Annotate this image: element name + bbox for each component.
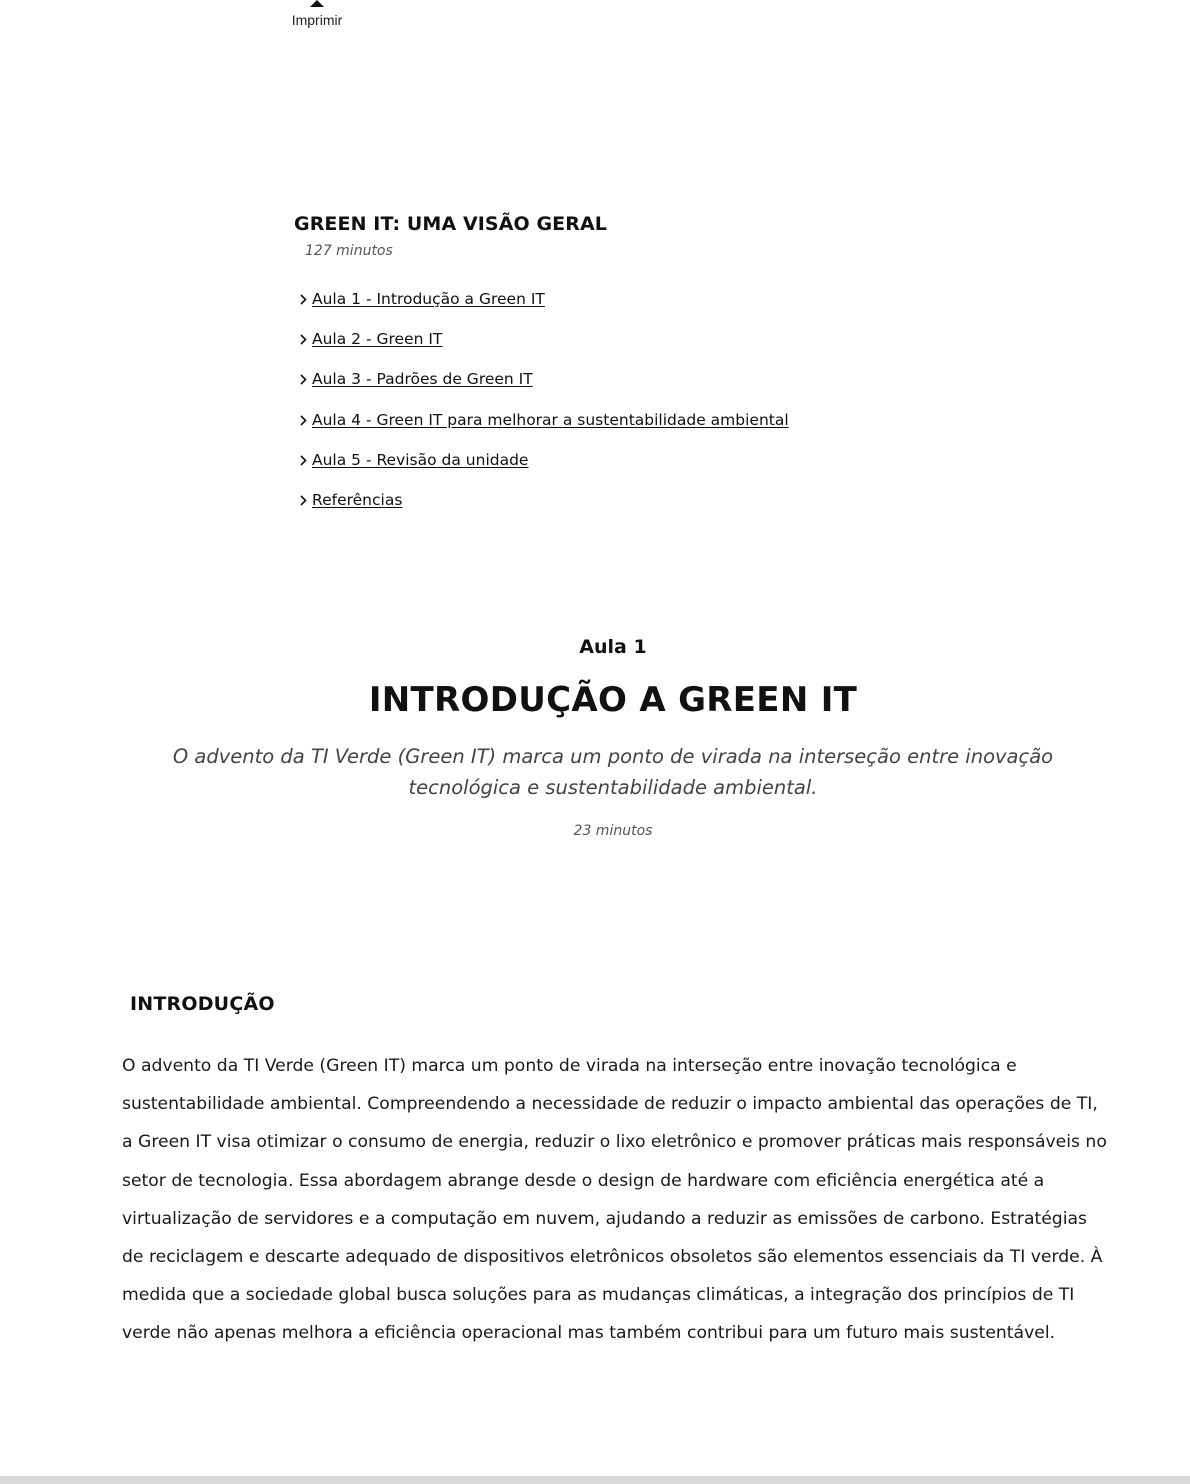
lesson-nav-item — [297, 489, 789, 529]
lesson-link-referencias[interactable]: Referências — [312, 490, 403, 509]
lesson-nav-item — [297, 368, 789, 408]
lesson-subtitle: O advento da TI Verde (Green IT) marca um ponto de virada na interseção entre inovação tecnológica e sustentabilidade ambiental. — [172, 745, 1054, 799]
print-button-label: Imprimir — [291, 12, 343, 28]
lesson-link-aula-2[interactable]: Aula 2 - Green IT — [312, 330, 443, 349]
chevron-right-icon — [297, 489, 312, 511]
section-heading: INTRODUÇÃO — [130, 993, 275, 1015]
chevron-right-icon — [297, 328, 312, 350]
lesson-link-aula-3[interactable]: Aula 3 - Padrões de Green IT — [312, 370, 533, 389]
chevron-right-icon — [297, 288, 312, 310]
lesson-duration: 23 minutos — [573, 823, 653, 839]
lesson-nav-item — [297, 449, 789, 489]
lesson-kicker: Aula 1 — [579, 636, 647, 658]
lesson-nav-item — [297, 328, 789, 368]
lesson-nav — [297, 288, 789, 529]
lesson-link-aula-5[interactable]: Aula 5 - Revisão da unidade — [312, 450, 529, 469]
unit-title: GREEN IT: UMA VISÃO GERAL — [294, 213, 608, 235]
lesson-link-aula-4[interactable]: Aula 4 - Green IT para melhorar a sustentabilidade ambiental — [312, 410, 789, 429]
print-button[interactable] — [286, 0, 348, 30]
lesson-title: INTRODUÇÃO A GREEN IT — [368, 680, 858, 720]
chevron-right-icon — [297, 449, 312, 471]
lesson-nav-item — [297, 409, 789, 449]
chevron-right-icon — [297, 409, 312, 431]
lesson-link-aula-1[interactable]: Aula 1 - Introdução a Green IT — [312, 290, 545, 308]
bottom-divider — [0, 1476, 1190, 1484]
section-body: O advento da TI Verde (Green IT) marca um ponto de virada na interseção entre inovação tecnológica e sustentabilidade ambiental. Compreendendo a necessidade de reduzir o impacto ambiental das operações de TI, a Green IT visa otimizar o consumo de energia, reduzir o lixo eletrônico e promover práticas mais responsáveis no setor de tecnologia. Essa abordagem abrange desde o design de hardware com eficiência energética até a virtualização de servidores e a computação em nuvem, ajudando a reduzir as emissões de carbono. Estratégias de reciclagem e descarte adequado de dispositivos eletrônicos obsoletos são elementos essenciais da TI verde. À medida que a sociedade global busca soluções para as mudanças climáticas, a integração dos princípios de TI verde não apenas melhora a eficiência operacional mas também contribui para um futuro mais sustentável. — [122, 1056, 1107, 1344]
unit-duration: 127 minutos — [305, 243, 393, 259]
chevron-right-icon — [297, 368, 312, 390]
lesson-nav-item — [297, 288, 789, 328]
caret-up-icon — [310, 0, 324, 7]
